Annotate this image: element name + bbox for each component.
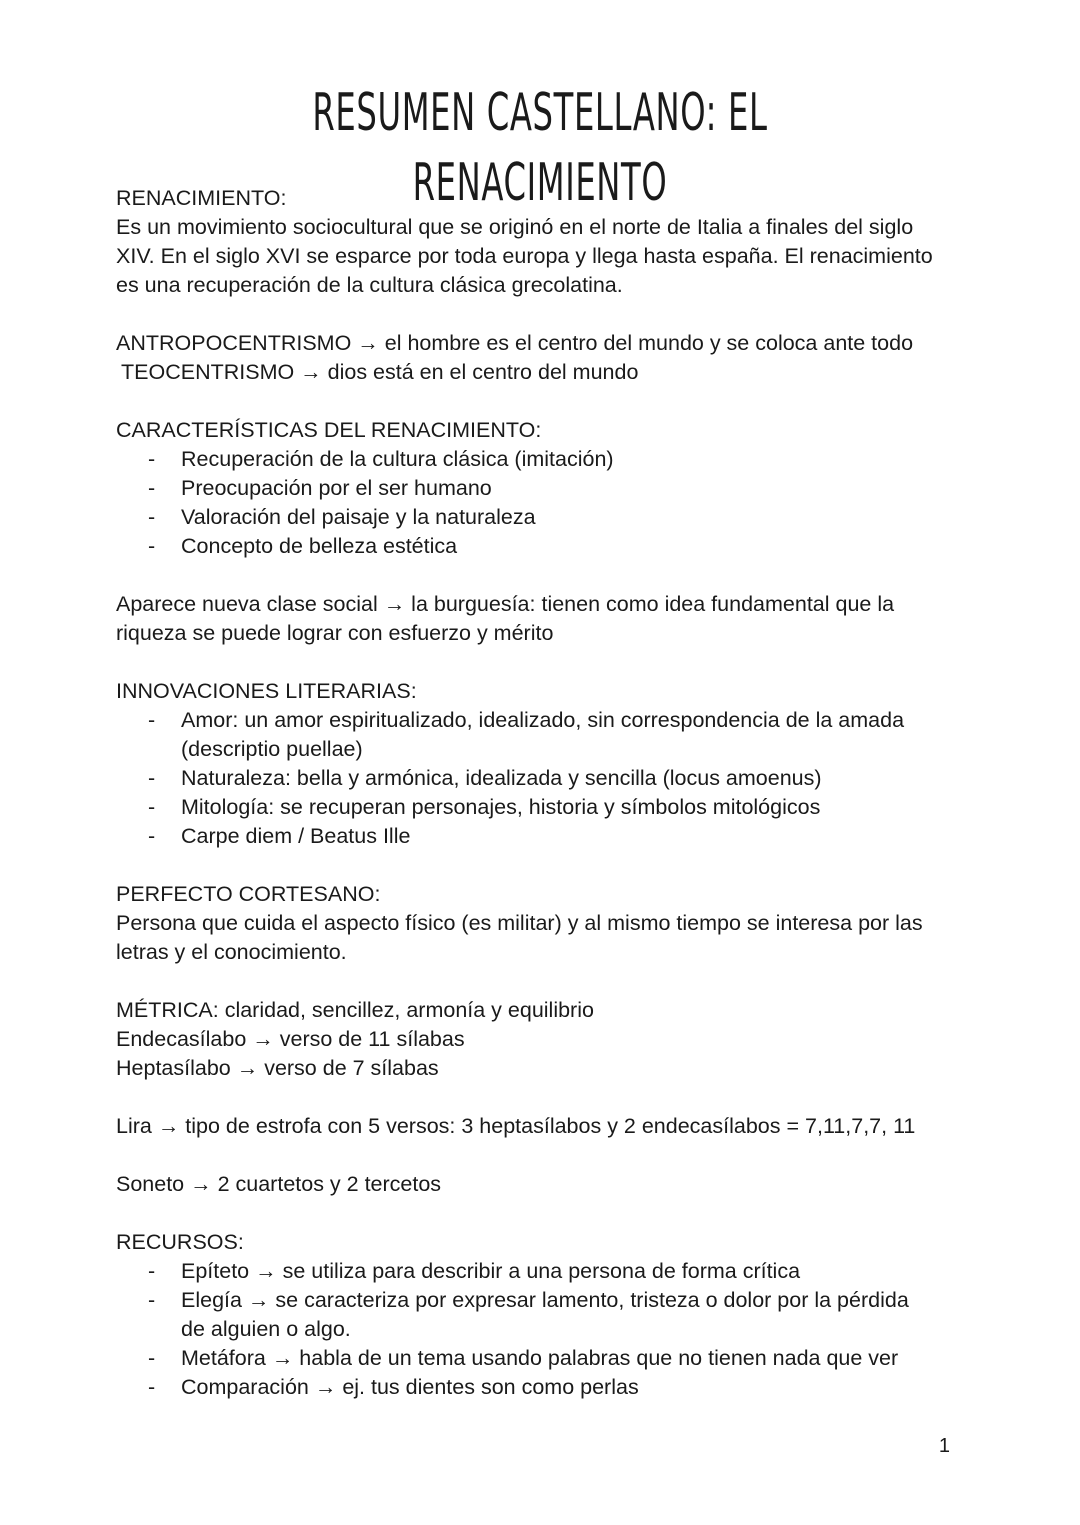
teocentrismo-definition: TEOCENTRISMO → dios está en el centro del mundo <box>121 360 639 384</box>
section-caracteristicas <box>116 416 966 561</box>
list-item: - Mitología: se recuperan personajes, historia y símbolos mitológicos <box>116 793 966 822</box>
list-item: - Carpe diem / Beatus Ille <box>116 822 966 851</box>
section-heading: RECURSOS: <box>116 1230 244 1254</box>
section-heading: RENACIMIENTO: <box>116 186 287 210</box>
section-metrica <box>116 996 966 1083</box>
section-renacimiento <box>116 184 966 300</box>
list-item: - Preocupación por el ser humano <box>116 474 966 503</box>
list-item: - Concepto de belleza estética <box>116 532 966 561</box>
section-recursos <box>116 1228 966 1402</box>
section-cortesano <box>116 880 966 967</box>
paragraph-line: Persona que cuida el aspecto físico (es militar) y al mismo tiempo se interesa por las <box>116 911 923 935</box>
section-centrismo <box>116 329 966 387</box>
list-item-text: - Elegía → se caracteriza por expresar lamento, tristeza o dolor por la pérdida <box>181 1288 909 1312</box>
list-item <box>116 706 966 764</box>
paragraph-line: es una recuperación de la cultura clásica grecolatina. <box>116 273 623 297</box>
list-item: - Metáfora → habla de un tema usando palabras que no tienen nada que ver <box>116 1344 966 1373</box>
section-heading: PERFECTO CORTESANO: <box>116 882 381 906</box>
paragraph-line: letras y el conocimiento. <box>116 940 347 964</box>
page-title: RESUMEN CASTELLANO: EL RENACIMIENTO <box>312 83 768 213</box>
recursos-list <box>116 1257 966 1402</box>
paragraph-line: XIV. En el siglo XVI se esparce por toda europa y llega hasta españa. El renacimiento <box>116 244 933 268</box>
caracteristicas-list <box>116 445 966 561</box>
document-body <box>116 184 966 1402</box>
section-burguesia <box>116 590 966 648</box>
paragraph-line: Aparece nueva clase social → la burguesía: tienen como idea fundamental que la <box>116 592 895 616</box>
list-item: - Valoración del paisaje y la naturaleza <box>116 503 966 532</box>
section-heading: CARACTERÍSTICAS DEL RENACIMIENTO: <box>116 418 542 442</box>
section-heading: MÉTRICA: claridad, sencillez, armonía y equilibrio <box>116 998 594 1022</box>
paragraph-line: Es un movimiento sociocultural que se originó en el norte de Italia a finales del siglo <box>116 215 914 239</box>
soneto-definition: Soneto → 2 cuartetos y 2 tercetos <box>116 1172 442 1196</box>
list-item-text-continued: (descriptio puellae) <box>181 737 363 761</box>
section-innovaciones <box>116 677 966 851</box>
paragraph-line: Endecasílabo → verso de 11 sílabas <box>116 1027 465 1051</box>
paragraph-line: Heptasílabo → verso de 7 sílabas <box>116 1056 439 1080</box>
lira-definition: Lira → tipo de estrofa con 5 versos: 3 heptasílabos y 2 endecasílabos = 7,11,7,7, 11 <box>116 1114 916 1138</box>
list-item-text-continued: de alguien o algo. <box>181 1317 351 1341</box>
paragraph-line: riqueza se puede lograr con esfuerzo y mérito <box>116 621 554 645</box>
list-item: - Naturaleza: bella y armónica, idealizada y sencilla (locus amoenus) <box>116 764 966 793</box>
innovaciones-list <box>116 706 966 851</box>
list-item: - Recuperación de la cultura clásica (imitación) <box>116 445 966 474</box>
section-heading: INNOVACIONES LITERARIAS: <box>116 679 417 703</box>
list-item <box>116 1286 966 1344</box>
list-item: - Comparación → ej. tus dientes son como perlas <box>116 1373 966 1402</box>
antropocentrismo-definition: ANTROPOCENTRISMO → el hombre es el centro del mundo y se coloca ante todo <box>116 331 914 355</box>
list-item: - Epíteto → se utiliza para describir a una persona de forma crítica <box>116 1257 966 1286</box>
list-item-text: - Amor: un amor espiritualizado, idealizado, sin correspondencia de la amada <box>181 708 905 732</box>
page-number: 1 <box>938 1435 950 1457</box>
